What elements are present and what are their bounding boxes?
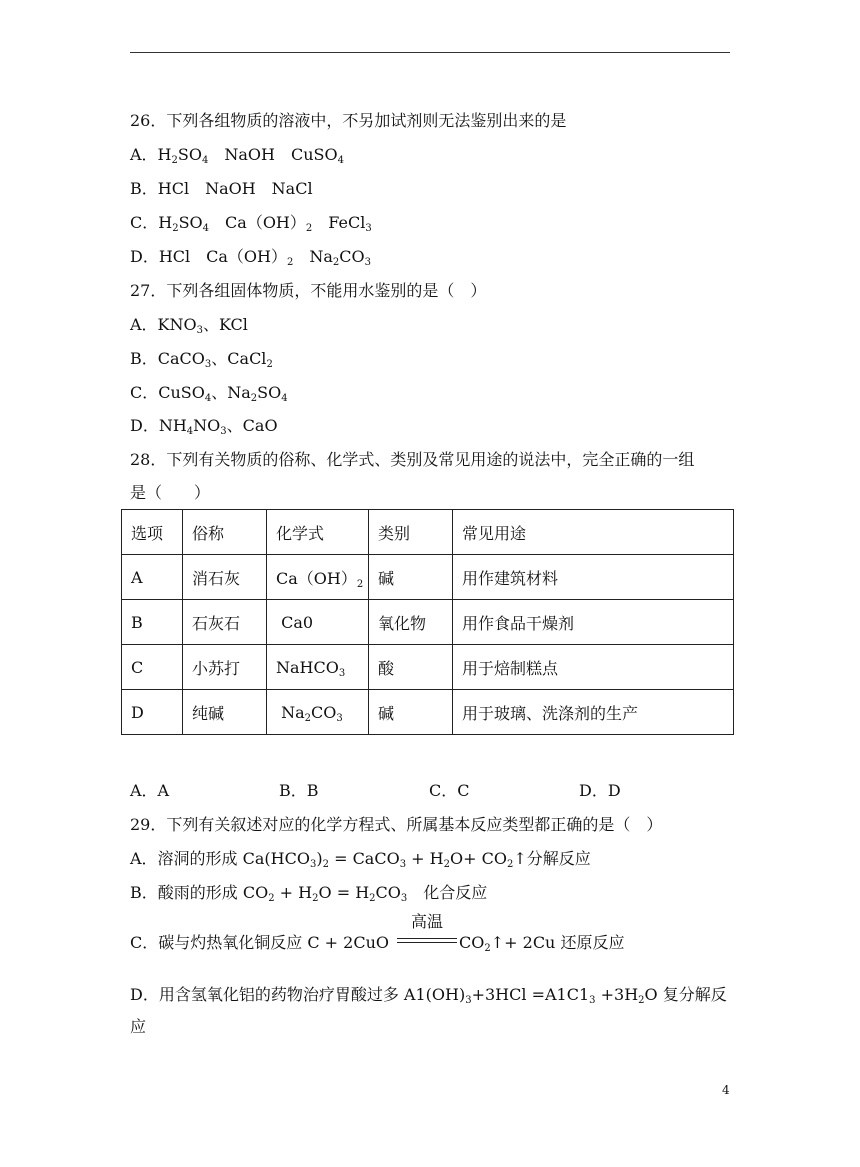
header-rule: [130, 52, 730, 53]
cell-formula: $Na_2CO_3$: [267, 690, 369, 735]
header-common-name: 俗称: [183, 510, 267, 555]
q28-answer-c: C．C: [429, 781, 470, 800]
q28-stem-line2: 是（ ）: [130, 483, 211, 502]
table-row: [122, 645, 734, 690]
q28-answer-a: A．A: [130, 781, 170, 800]
table-row: [122, 690, 734, 735]
q27-option-b: B．CaCO$_3$、CaCl$_2$: [130, 349, 273, 370]
cell-common-name: 小苏打: [183, 645, 267, 690]
cell-common-name: 消石灰: [183, 555, 267, 600]
q28-answer-d: D．D: [579, 781, 621, 800]
q28-stem-line1: 28．下列有关物质的俗称、化学式、类别及常见用途的说法中，完全正确的一组: [130, 450, 695, 469]
q29-option-b: B．酸雨的形成 $CO_2 + H_2O = H_2CO_3$ 化合反应: [130, 883, 488, 904]
reaction-condition: 高温: [391, 934, 457, 954]
header-formula: 化学式: [267, 510, 369, 555]
q26-option-a: A．$H_2SO_4$ NaOH CuSO$_4$: [130, 145, 344, 166]
q29-option-c: C．碳与灼热氧化铜反应 C + 2CuO 高温 $CO_2↑+ 2Cu$ 还原反应: [130, 911, 625, 954]
header-use: 常见用途: [453, 510, 734, 555]
cell-option: B: [122, 600, 183, 645]
table-row: [122, 600, 734, 645]
q29-option-a: A．溶洞的形成 $Ca(HCO_3)_2$ = CaCO$_3$ + $H_2O+$ $CO_2↑$分解反应: [130, 849, 591, 870]
cell-option: D: [122, 690, 183, 735]
cell-category: 碱: [369, 555, 453, 600]
cell-option: C: [122, 645, 183, 690]
header-option: 选项: [122, 510, 183, 555]
cell-formula: Ca0: [267, 600, 369, 645]
q26-option-d: D．HCl $Ca(OH)_2$ $Na_2CO_3$: [130, 247, 372, 268]
cell-option: A: [122, 555, 183, 600]
cell-use: 用作建筑材料: [453, 555, 734, 600]
cell-use: 用作食品干燥剂: [453, 600, 734, 645]
cell-category: 酸: [369, 645, 453, 690]
q27-option-c: C．CuSO$_4$、$Na_2SO_4$: [130, 383, 288, 404]
q28-options-table: [121, 509, 734, 735]
cell-formula: $Ca(OH)_2$: [267, 555, 369, 600]
cell-category: 碱: [369, 690, 453, 735]
q28-answer-b: B．B: [279, 781, 319, 800]
q27-option-a: A．$KNO_3$、KCl: [130, 315, 248, 336]
q26-option-c: C．$H_2SO_4$ $Ca(OH)_2$ FeCl$_3$: [130, 213, 372, 234]
q29-option-d: D．用含氢氧化铝的药物治疗胃酸过多 $A1(OH)_3+3HCl =A1C1_3 +3H_2O$ 复分解反: [130, 985, 727, 1006]
q27-stem: 27．下列各组固体物质，不能用水鉴别的是（ ）: [130, 281, 487, 300]
cell-category: 氧化物: [369, 600, 453, 645]
q26-stem: 26．下列各组物质的溶液中，不另加试剂则无法鉴别出来的是: [130, 111, 567, 130]
cell-use: 用于焙制糕点: [453, 645, 734, 690]
cell-common-name: 石灰石: [183, 600, 267, 645]
q27-option-d: D．$NH_4NO_3$、CaO: [130, 416, 278, 437]
cell-use: 用于玻璃、洗涤剂的生产: [453, 690, 734, 735]
header-category: 类别: [369, 510, 453, 555]
q26-option-b: B．HCl NaOH NaCl: [130, 179, 313, 198]
q29-stem: 29．下列有关叙述对应的化学方程式、所属基本反应类型都正确的是（ ）: [130, 815, 663, 834]
cell-formula: NaHCO$_3$: [267, 645, 369, 690]
page-number: 4: [722, 1083, 730, 1097]
cell-common-name: 纯碱: [183, 690, 267, 735]
table-header-row: [122, 510, 734, 555]
table-row: [122, 555, 734, 600]
q29-option-d-line2: 应: [130, 1017, 147, 1036]
